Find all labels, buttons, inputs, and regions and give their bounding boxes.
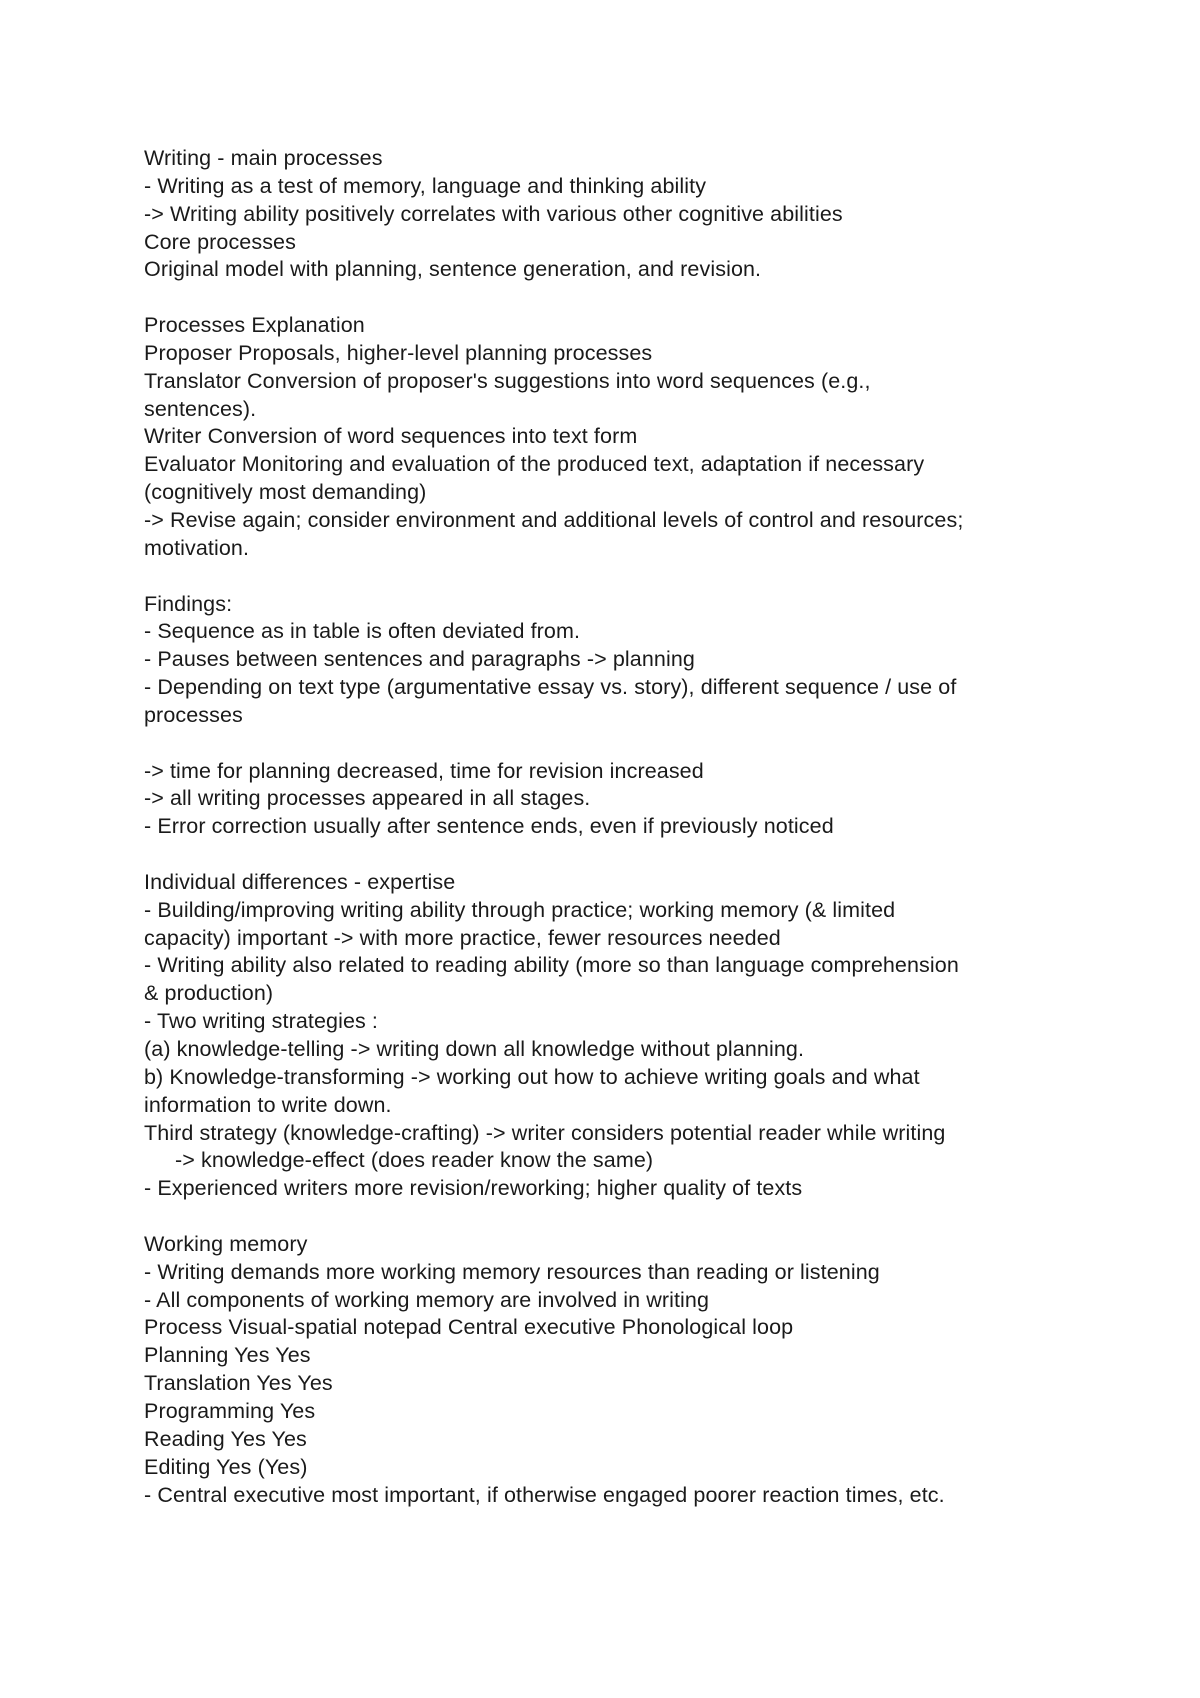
text-line: -> Writing ability positively correlates with various other cognitive abilities — [144, 201, 843, 226]
text-line: capacity) important -> with more practice, fewer resources needed — [144, 925, 781, 950]
text-line: b) Knowledge-transforming -> working out how to achieve writing goals and what — [144, 1064, 920, 1089]
text-line: information to write down. — [144, 1092, 392, 1117]
text-line: - Pauses between sentences and paragraphs -> planning — [144, 647, 695, 672]
text-line: (a) knowledge-telling -> writing down all knowledge without planning. — [144, 1037, 805, 1061]
text-line: - Two writing strategies : — [144, 1009, 379, 1034]
blank-line — [144, 841, 1084, 869]
section-title: Individual differences - expertise — [144, 869, 456, 894]
text-line: -> all writing processes appeared in all stages. — [144, 786, 591, 811]
text-line: sentences). — [144, 396, 257, 421]
table-row: Programming Yes — [144, 1398, 316, 1423]
text-line: Proposer Proposals, higher-level planning processes — [144, 340, 653, 365]
text-line: - Writing as a test of memory, language and thinking ability — [144, 173, 707, 198]
text-line: Third strategy (knowledge-crafting) -> writer considers potential reader while writing — [144, 1120, 946, 1145]
section-title: Writing - main processes — [144, 146, 383, 170]
table-row: Reading Yes Yes — [144, 1426, 307, 1451]
text-line: Writer Conversion of word sequences into text form — [144, 424, 638, 449]
text-line: - Sequence as in table is often deviated from. — [144, 619, 581, 644]
text-line: motivation. — [144, 535, 250, 560]
text-line: & production) — [144, 981, 274, 1006]
text-line: -> Revise again; consider environment and additional levels of control and resources; — [144, 507, 964, 532]
text-line: - Writing ability also related to reading ability (more so than language comprehension — [144, 953, 959, 978]
text-line: - Building/improving writing ability through practice; working memory (& limited — [144, 897, 896, 922]
section-title: Findings: — [144, 591, 233, 616]
text-line: - Error correction usually after sentence ends, even if previously noticed — [144, 814, 834, 839]
table-row: Translation Yes Yes — [144, 1371, 333, 1396]
text-line: (cognitively most demanding) — [144, 480, 427, 505]
table-row: Planning Yes Yes — [144, 1343, 311, 1368]
table-row: Editing Yes (Yes) — [144, 1454, 308, 1479]
table-header: Process Visual-spatial notepad Central executive Phonological loop — [144, 1315, 794, 1340]
section-title: Working memory — [144, 1231, 308, 1256]
text-line: -> time for planning decreased, time for revision increased — [144, 758, 704, 783]
document-page — [144, 145, 1084, 1509]
text-line: - Experienced writers more revision/reworking; higher quality of texts — [144, 1176, 803, 1201]
text-line: - Writing demands more working memory resources than reading or listening — [144, 1259, 880, 1284]
blank-line — [144, 730, 1084, 758]
text-line: processes — [144, 702, 243, 727]
blank-line — [144, 563, 1084, 591]
text-line: - All components of working memory are involved in writing — [144, 1287, 710, 1312]
indented-text-line: -> knowledge-effect (does reader know the same) — [175, 1148, 654, 1173]
subheading: Core processes — [144, 229, 296, 254]
text-line: - Central executive most important, if otherwise engaged poorer reaction times, etc. — [144, 1482, 945, 1507]
text-line: Original model with planning, sentence generation, and revision. — [144, 257, 762, 282]
text-line: Translator Conversion of proposer's suggestions into word sequences (e.g., — [144, 368, 871, 393]
text-line: Evaluator Monitoring and evaluation of the produced text, adaptation if necessary — [144, 452, 925, 477]
blank-line — [144, 284, 1084, 312]
blank-line — [144, 1203, 1084, 1231]
table-header: Processes Explanation — [144, 313, 365, 338]
text-line: - Depending on text type (argumentative essay vs. story), different sequence / use of — [144, 675, 957, 700]
